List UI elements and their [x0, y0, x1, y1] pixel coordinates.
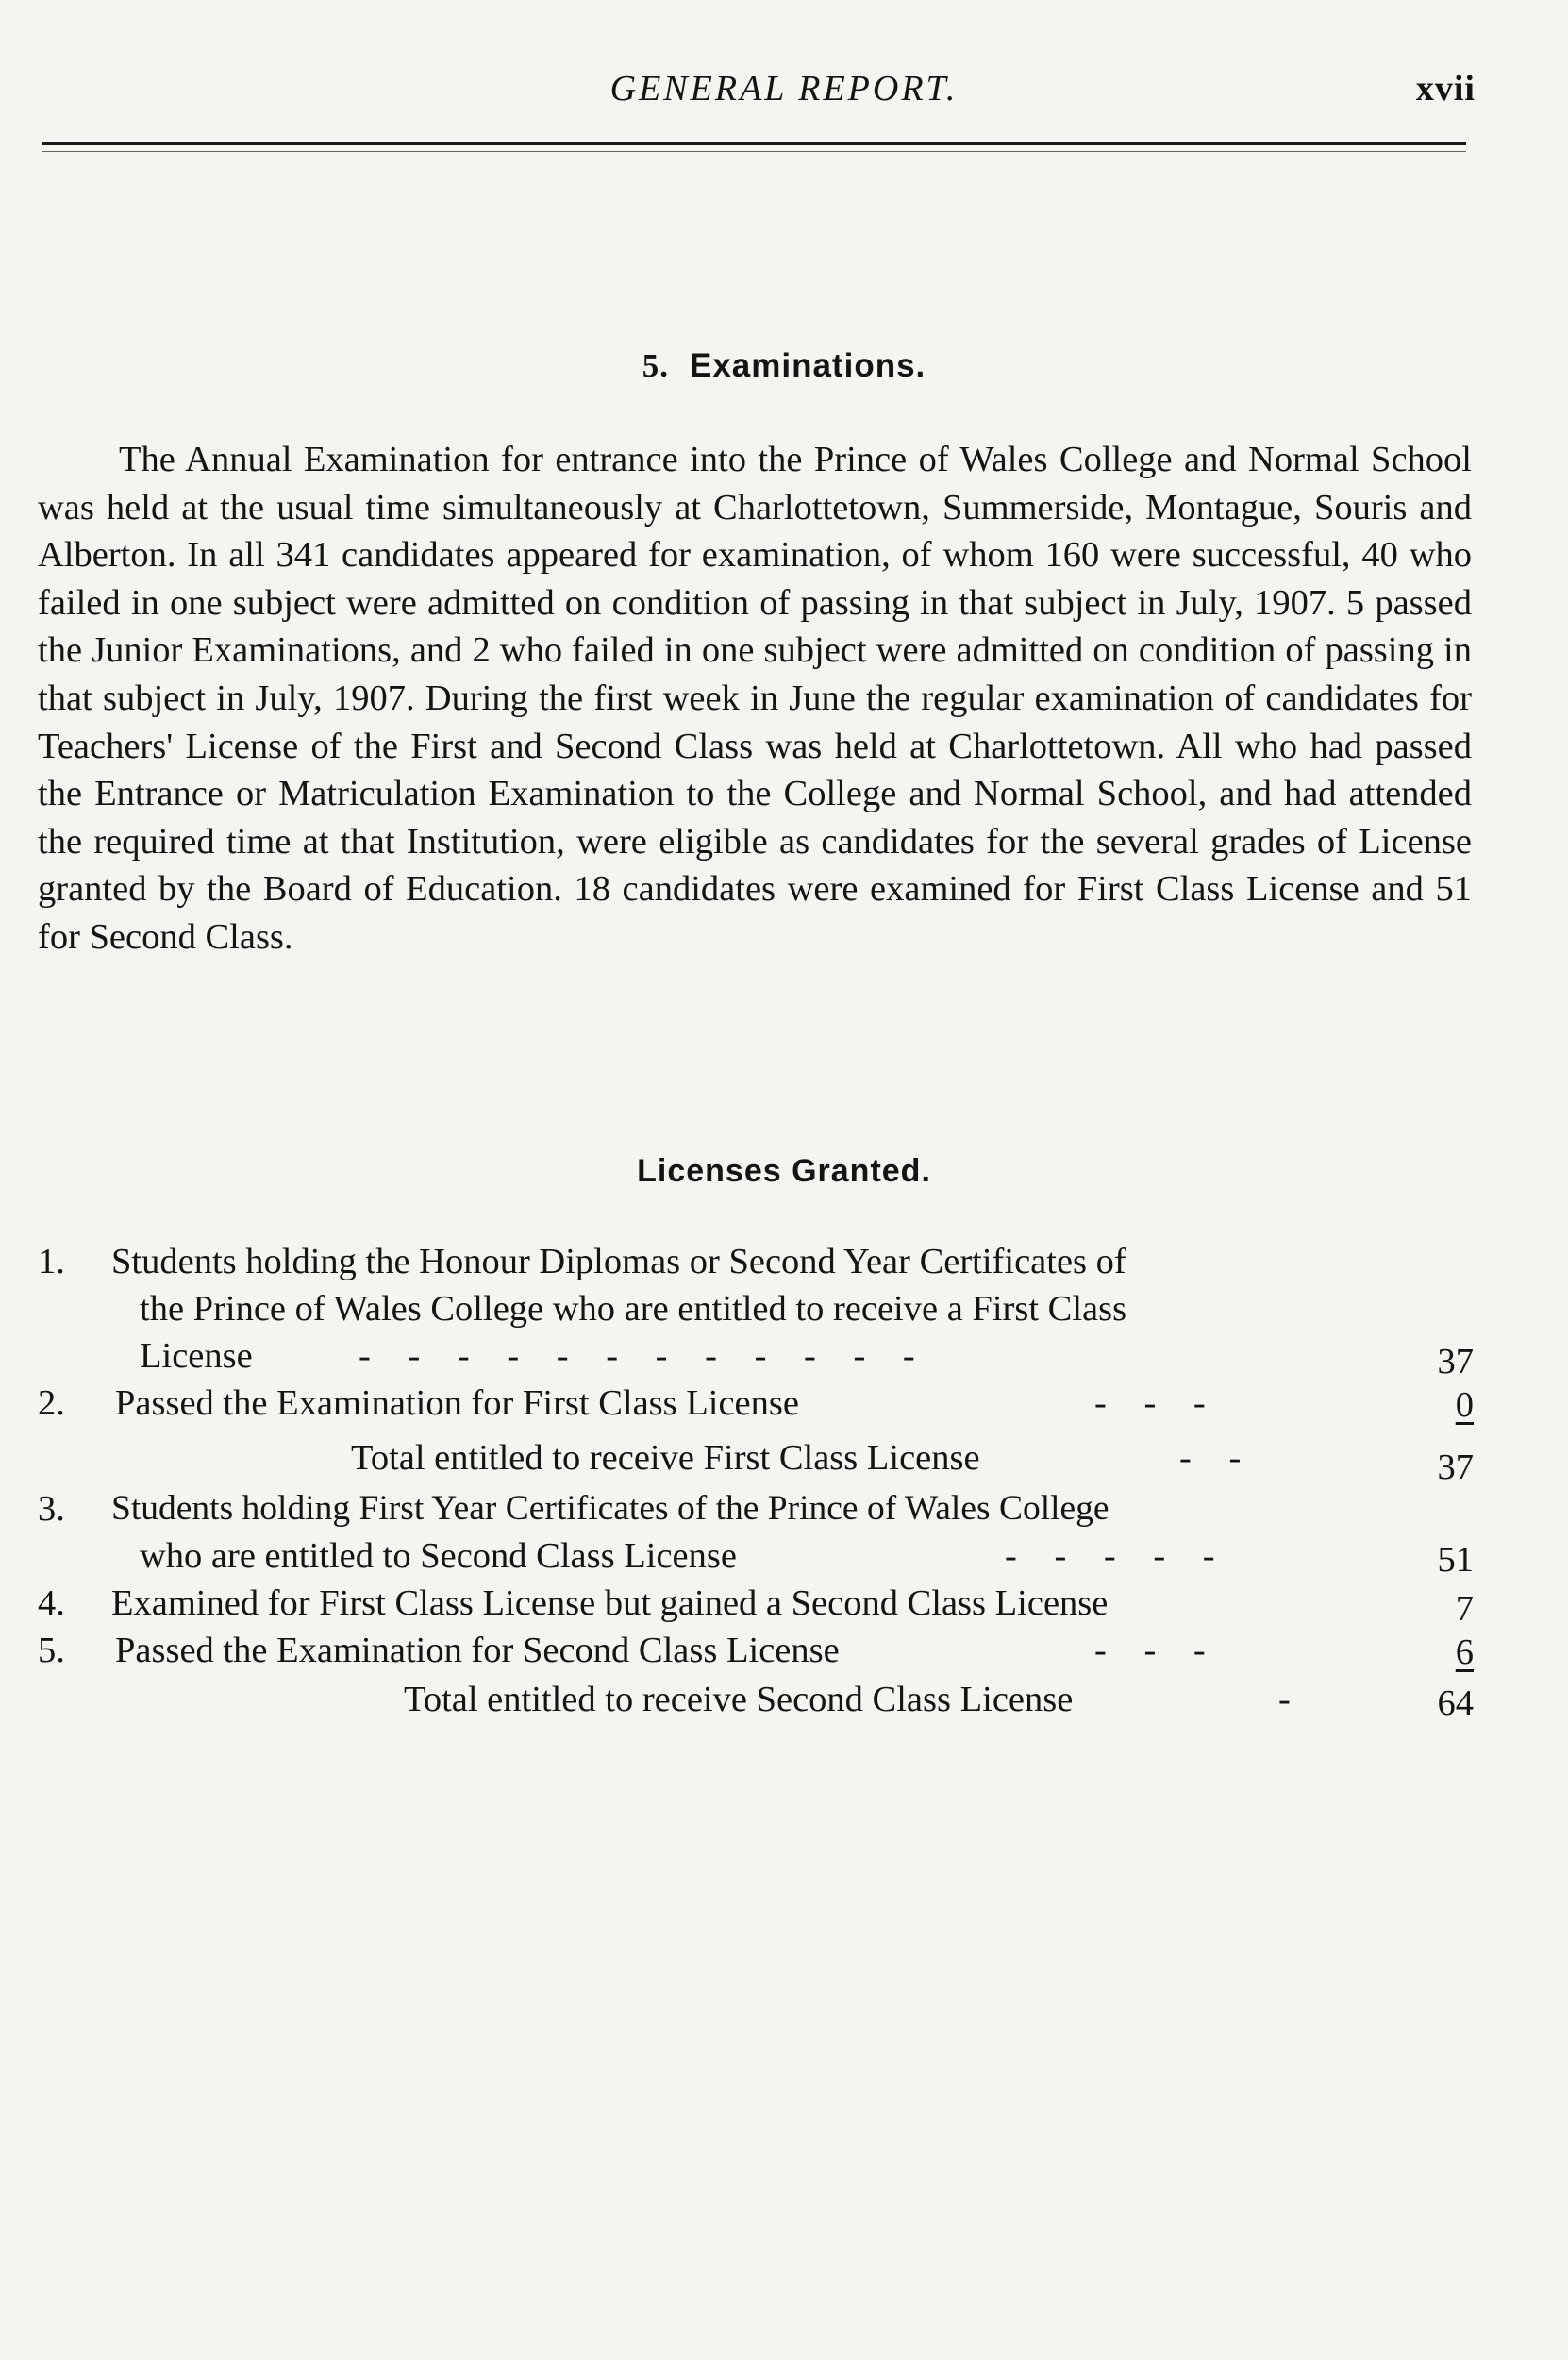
header-rule-thin [42, 151, 1466, 152]
total-label: Total entitled to receive First Class License [351, 1438, 980, 1478]
item-number: 5. [38, 1631, 65, 1670]
dot-leader: - - [1179, 1438, 1242, 1478]
dot-leader: - [1278, 1680, 1291, 1719]
item-text-line: Examined for First Class License but gained a Second Class License [111, 1583, 1109, 1623]
header-rule [42, 142, 1466, 145]
licenses-heading: Licenses Granted. [637, 1153, 931, 1189]
item-value: 0 [1455, 1385, 1474, 1425]
total-label: Total entitled to receive Second Class License [404, 1680, 1074, 1719]
dot-leader: - - - [1094, 1383, 1206, 1423]
item-text-line: Students holding the Honour Diplomas or Second Year Certificates of [111, 1242, 1126, 1281]
item-number: 1. [38, 1242, 65, 1281]
section-number: 5. [642, 347, 669, 384]
item-text-line: Passed the Examination for First Class License [115, 1383, 799, 1423]
item-text-line: who are entitled to Second Class License [140, 1536, 737, 1576]
item-value: 37 [1437, 1342, 1474, 1381]
item-text-line: Passed the Examination for Second Class License [115, 1631, 840, 1670]
dot-leader: - - - [1094, 1631, 1206, 1670]
item-value: 51 [1437, 1540, 1474, 1580]
total-value: 64 [1437, 1683, 1474, 1723]
total-value: 37 [1437, 1448, 1474, 1487]
item-text-line: the Prince of Wales College who are entitled to receive a First Class [140, 1289, 1127, 1329]
item-number: 2. [38, 1383, 65, 1423]
section-title: Examinations. [689, 347, 926, 384]
body-paragraph: The Annual Examination for entrance into the Prince of Wales College and Normal School was held at the usual time simultaneously at Charlottetown, Summerside, Montague, Souris and Alberton. In all 341 candidates appeared for examination, of whom 160 were successful, 40 who failed in one subject were admitted on condition of passing in that subject in July, 1907. 5 passed the Junior Examinations, and 2 who failed in one subject were admitted on condition of passing in that subject in July, 1907. During the first week in June the regular examination of candidates for Teachers' License of the First and Second Class was held at Charlottetown. All who had passed the Entrance or Matriculation Examination to the College and Normal School, and had attended the required time at that Institution, were eligible as candidates for the several grades of License granted by the Board of Education. 18 candidates were examined for First Class License and 51 for Second Class. [38, 440, 1472, 957]
item-number: 3. [38, 1489, 65, 1529]
item-text-line: License [140, 1336, 253, 1376]
running-title: GENERAL REPORT. [609, 69, 959, 109]
item-number: 4. [38, 1583, 65, 1623]
dot-leader: - - - - - [1005, 1536, 1215, 1576]
item-value: 7 [1455, 1589, 1474, 1629]
dot-leader: - - - - - - - - - - - - [359, 1336, 915, 1376]
section-heading [0, 347, 1568, 385]
item-value: 6 [1455, 1632, 1474, 1672]
item-text-line: Students holding First Year Certificates of the Prince of Wales College [111, 1489, 1109, 1528]
page-number: xvii [1415, 69, 1476, 109]
